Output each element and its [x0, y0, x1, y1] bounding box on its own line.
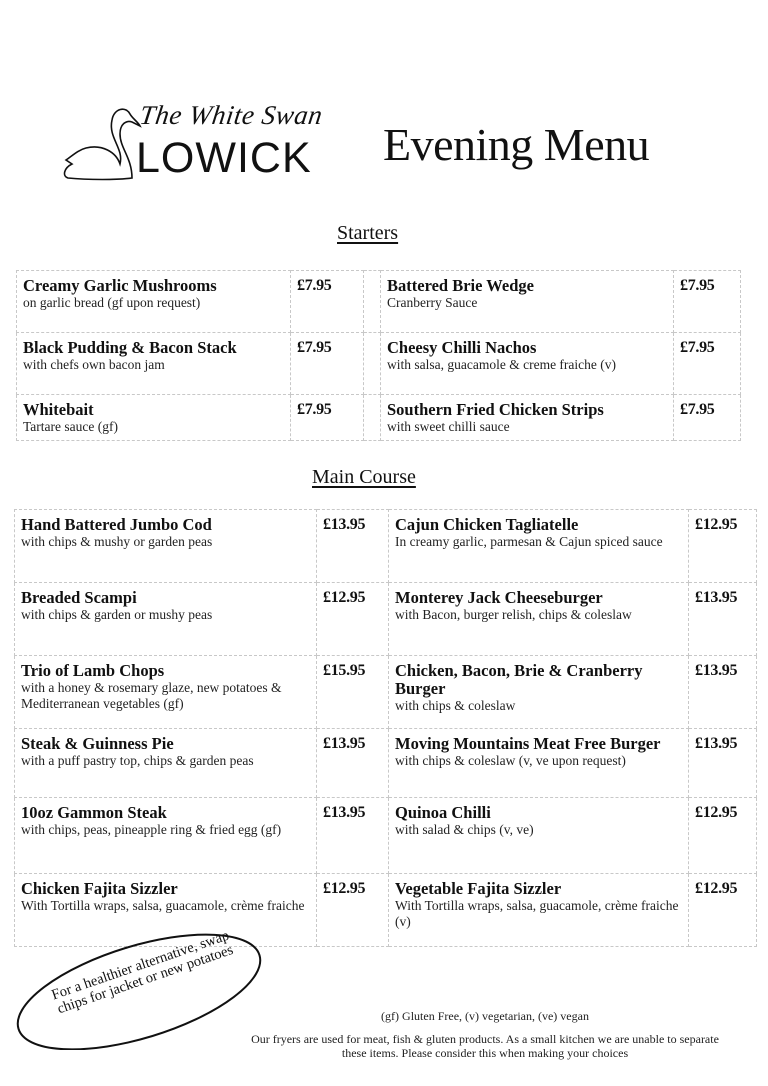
allergen-notice-line2: these items. Please consider this when making your choices [341, 1046, 629, 1060]
dish-description: on garlic bread (gf upon request) [23, 295, 201, 310]
table-row [15, 729, 757, 798]
healthy-alternative-text: For a healthier alternative, swap chips for jacket or new potatoes [49, 927, 236, 1018]
dish-price: £13.95 [317, 798, 389, 874]
dish-description: with salsa, guacamole & creme fraiche (v) [387, 357, 617, 372]
table-row [17, 395, 741, 441]
dish-description: with chefs own bacon jam [23, 357, 165, 372]
dish-name: Steak & Guinness Pie [21, 734, 174, 753]
menu-item [389, 798, 689, 874]
logo-script-text: The White Swan [137, 100, 325, 130]
starters-table [16, 270, 741, 441]
spacer-cell [364, 333, 381, 395]
table-row [15, 510, 757, 583]
spacer-cell [364, 395, 381, 441]
dish-name: Vegetable Fajita Sizzler [395, 879, 562, 898]
swan-icon [58, 98, 148, 188]
dish-description: In creamy garlic, parmesan & Cajun spiced sauce [395, 534, 663, 549]
dish-price: £7.95 [674, 395, 741, 441]
dish-name: Cheesy Chilli Nachos [387, 338, 537, 357]
dish-name: Whitebait [23, 400, 94, 419]
menu-item [381, 333, 674, 395]
dish-name: Creamy Garlic Mushrooms [23, 276, 217, 295]
dish-price: £7.95 [291, 333, 364, 395]
dish-description: with chips & garden or mushy peas [21, 607, 213, 622]
menu-item [389, 583, 689, 656]
dish-name: Cajun Chicken Tagliatelle [395, 515, 579, 534]
dish-price: £7.95 [674, 271, 741, 333]
dish-price: £13.95 [689, 583, 757, 656]
dish-description: with a honey & rosemary glaze, new potatoes & Mediterranean vegetables (gf) [21, 680, 282, 711]
menu-item [389, 729, 689, 798]
dish-price: £13.95 [689, 729, 757, 798]
menu-item [15, 729, 317, 798]
dish-description: Cranberry Sauce [387, 295, 478, 310]
dish-description: with Bacon, burger relish, chips & coleslaw [395, 607, 632, 622]
dish-name: Monterey Jack Cheeseburger [395, 588, 603, 607]
dish-name: Chicken, Bacon, Brie & Cranberry Burger [395, 661, 643, 698]
menu-item [381, 271, 674, 333]
dish-name: 10oz Gammon Steak [21, 803, 167, 822]
dish-price: £12.95 [317, 583, 389, 656]
dish-description: with chips & coleslaw [395, 698, 516, 713]
dish-description: with chips & coleslaw (v, ve upon request) [395, 753, 626, 768]
spacer-cell [364, 271, 381, 333]
table-row [15, 656, 757, 729]
dish-name: Black Pudding & Bacon Stack [23, 338, 237, 357]
dish-name: Trio of Lamb Chops [21, 661, 165, 680]
dish-price: £7.95 [291, 271, 364, 333]
dish-price: £12.95 [689, 510, 757, 583]
page-title: Evening Menu [383, 119, 650, 170]
dish-price: £12.95 [317, 874, 389, 947]
dish-description: with a puff pastry top, chips & garden peas [21, 753, 254, 768]
dish-name: Breaded Scampi [21, 588, 137, 607]
menu-item [389, 510, 689, 583]
table-row [15, 583, 757, 656]
dish-description: with chips & mushy or garden peas [21, 534, 213, 549]
dietary-legend: (gf) Gluten Free, (v) vegetarian, (ve) vegan [381, 1009, 589, 1023]
table-row [15, 798, 757, 874]
dish-price: £13.95 [317, 510, 389, 583]
section-title-starters: Starters [337, 222, 399, 244]
dish-price: £7.95 [291, 395, 364, 441]
dish-description: Tartare sauce (gf) [23, 419, 118, 434]
dish-name: Hand Battered Jumbo Cod [21, 515, 212, 534]
dish-name: Battered Brie Wedge [387, 276, 534, 295]
dish-description: with sweet chilli sauce [387, 419, 510, 434]
dish-name: Chicken Fajita Sizzler [21, 879, 178, 898]
dish-price: £13.95 [317, 729, 389, 798]
menu-item [15, 798, 317, 874]
menu-item [389, 656, 689, 729]
dish-description: with salad & chips (v, ve) [395, 822, 534, 837]
section-title-main-course: Main Course [312, 466, 416, 488]
dish-price: £12.95 [689, 874, 757, 947]
menu-item [15, 583, 317, 656]
main-course-table [14, 509, 757, 947]
menu-item [389, 874, 689, 947]
dish-description: With Tortilla wraps, salsa, guacamole, crème fraiche [21, 898, 305, 913]
dish-price: £7.95 [674, 333, 741, 395]
restaurant-logo [58, 98, 333, 188]
table-row [17, 271, 741, 333]
dish-price: £15.95 [317, 656, 389, 729]
allergen-notice-line1: Our fryers are used for meat, fish & gluten products. As a small kitchen we are unable to separate [251, 1032, 719, 1046]
menu-item [17, 271, 291, 333]
dish-price: £12.95 [689, 798, 757, 874]
dish-name: Southern Fried Chicken Strips [387, 400, 604, 419]
menu-item [17, 395, 291, 441]
menu-item [381, 395, 674, 441]
dish-name: Moving Mountains Meat Free Burger [395, 734, 661, 753]
menu-item [17, 333, 291, 395]
dish-name: Quinoa Chilli [395, 803, 491, 822]
dish-price: £13.95 [689, 656, 757, 729]
menu-item [15, 656, 317, 729]
logo-town-text: LOWICK [136, 134, 312, 182]
dish-description: with chips, peas, pineapple ring & fried egg (gf) [21, 822, 282, 837]
dish-description: With Tortilla wraps, salsa, guacamole, crème fraiche (v) [395, 898, 679, 929]
menu-item [15, 510, 317, 583]
table-row [17, 333, 741, 395]
